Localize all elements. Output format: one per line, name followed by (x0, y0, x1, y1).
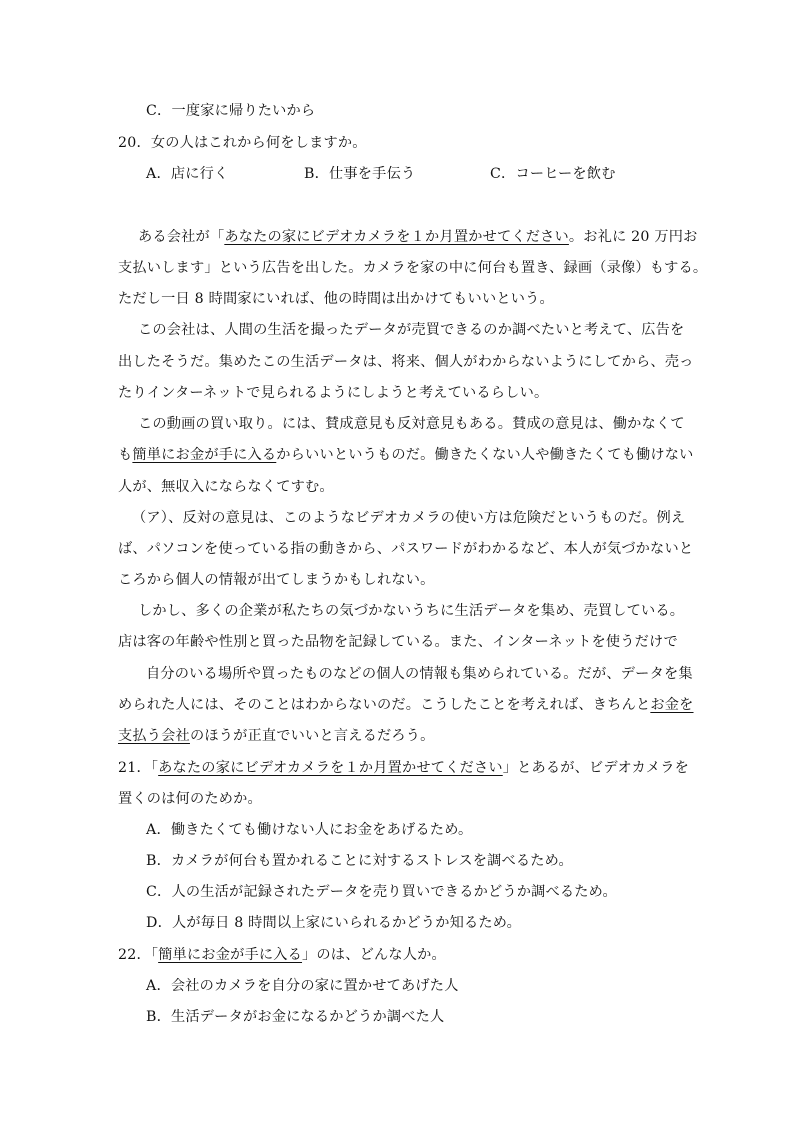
q20-option-c: C．コーヒーを飲む (490, 166, 616, 182)
q19-option-c: C．一度家に帰りたいから (146, 103, 316, 119)
passage-line: 自分のいる場所や買ったものなどの個人の情報も集められている。だが、データを集 (146, 666, 693, 682)
passage-line: （ア）、反対の意見は、このようなビデオカメラの使い方は危険だというものだ。例え (132, 510, 686, 526)
q22-quoted-phrase: 簡単にお金が手に入る (158, 947, 303, 963)
passage-line (118, 445, 694, 465)
passage-line: 支払いします」という広告を出した。カメラを家の中に何台も置き、録画（录像）もする。 (118, 260, 708, 276)
passage-line: たりインターネットで見られるようにしようと考えているらしい。 (118, 385, 549, 401)
q20-options (146, 164, 616, 184)
q21-option-d: D．人が毎日 8 時間以上家にいられるかどうか知るため。 (146, 915, 521, 931)
q20-stem: 20．女の人はこれから何をしますか。 (118, 135, 367, 151)
underlined-phrase-camera: あなたの家にビデオカメラを１か月置かせてください (224, 229, 569, 245)
q21-stem-line2: 置くのは何のためか。 (118, 791, 262, 807)
passage-line: 店は客の年齢や性別と買った品物を記録している。また、インターネットを使うだけで (118, 634, 678, 650)
q22-option-b: B．生活データがお金になるかどうか調べた人 (146, 1009, 445, 1025)
q21-option-a: A．働きたくても働けない人にお金をあげるため。 (146, 822, 473, 838)
passage-text: からいいというものだ。働きたくない人や働きたくても働けない (276, 447, 694, 463)
passage-line: この会社は、人間の生活を撮ったデータが売買できるのか調べたいと考えて、広告を (138, 322, 685, 338)
q21-stem (118, 758, 689, 778)
q22-option-a: A．会社のカメラを自分の家に置かせてあげた人 (146, 978, 459, 994)
passage-text: も (118, 447, 133, 463)
q20-option-b: B．仕事を手伝う (304, 166, 416, 182)
q21-option-b: B．カメラが何台も置かれることに対するストレスを調べるため。 (146, 853, 573, 869)
passage-line: ころから個人の情報が出てしまうかもしれない。 (118, 572, 435, 588)
q20-option-a: A．店に行く (146, 166, 229, 182)
passage-line (138, 227, 698, 247)
passage-text: ある会社が「 (138, 229, 225, 245)
q21-quoted-phrase: あなたの家にビデオカメラを１か月置かせてください (158, 760, 503, 776)
passage-line: しかし、多くの企業が私たちの気づかないうちに生活データを集め、売買している。 (138, 603, 685, 619)
q21-stem-text: 」とあるが、ビデオカメラを (502, 760, 690, 776)
q21-option-c: C．人の生活が記録されたデータを売り買いできるかどうか調べるため。 (146, 884, 617, 900)
passage-line: ば、パソコンを使っている指の動きから、パスワードがわかるなど、本人が気づかないと (118, 541, 694, 557)
passage-text: 。お礼に 20 万円お (568, 229, 698, 245)
passage-text: のほうが正直でいいと言えるだろう。 (189, 728, 435, 744)
passage-line: 人が、無収入にならなくてすむ。 (118, 479, 334, 495)
passage-line: ただし一日 8 時間家にいれば、他の時間は出かけてもいいという。 (118, 291, 554, 307)
passage-line (118, 695, 694, 715)
q22-stem-text: 」のは、どんな人か。 (302, 947, 446, 963)
passage-line: 出したそうだ。集めたこの生活データは、将来、個人がわからないようにしてから、売っ (118, 354, 694, 370)
underlined-phrase-money: 簡単にお金が手に入る (132, 447, 277, 463)
passage-text: められた人には、そのことはわからないのだ。こうしたことを考えれば、きちんと (118, 697, 651, 713)
q21-stem-text: 21．「 (118, 760, 159, 776)
underlined-phrase-company: 支払う会社 (118, 728, 190, 744)
passage-line: この動画の買い取り。には、賛成意見も反対意見もある。賛成の意見は、働かなくて (138, 416, 685, 432)
passage-line (118, 726, 435, 746)
q22-stem (118, 945, 446, 965)
q22-stem-text: 22．「 (118, 947, 159, 963)
underlined-phrase-company: お金を (650, 697, 694, 713)
